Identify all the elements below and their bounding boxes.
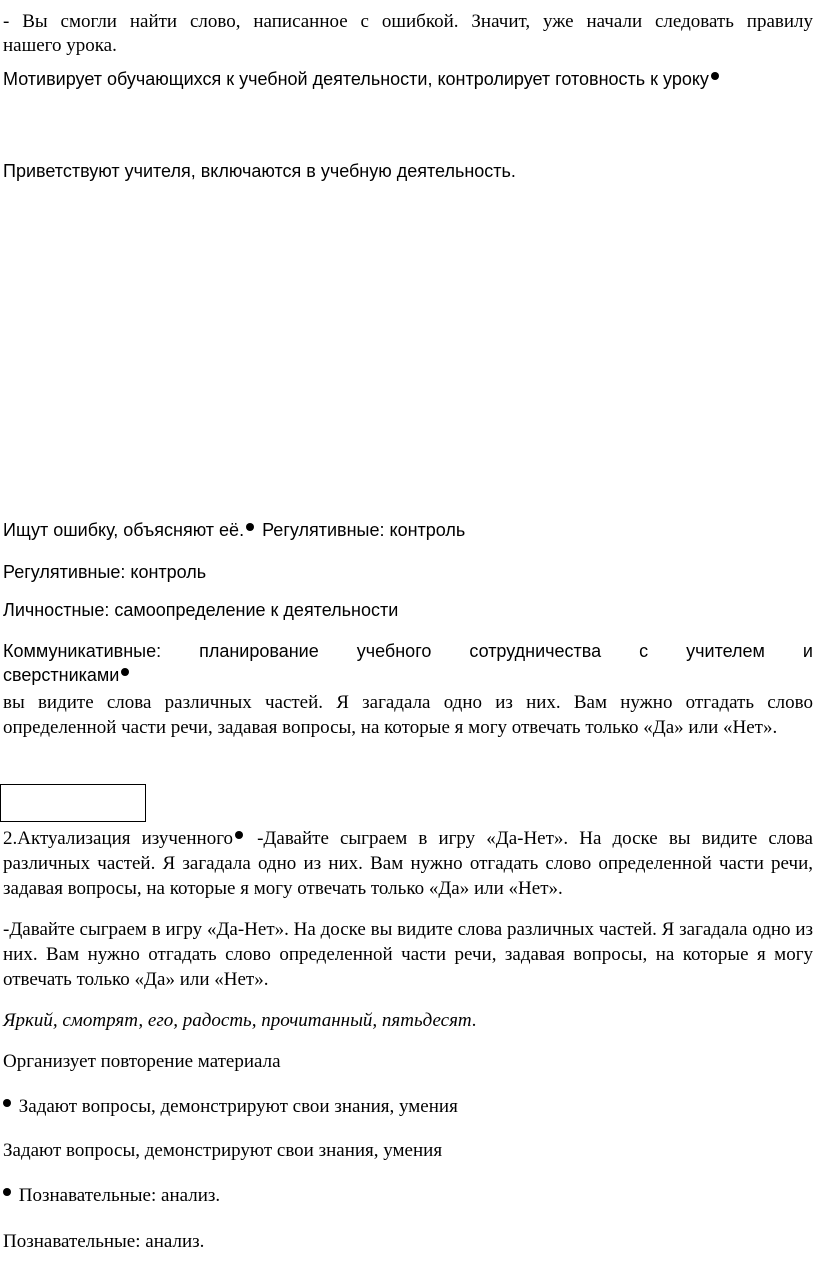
students-greet xyxy=(3,159,813,183)
students-ask-bullet-text: Задают вопросы, демонстрируют свои знания, умения xyxy=(18,1096,458,1117)
regulative-text: Регулятивные: контроль xyxy=(3,562,207,582)
cognitive-bullet-line xyxy=(3,1184,813,1208)
students-ask-bullet-line xyxy=(3,1095,813,1119)
actualization-paragraph xyxy=(3,826,813,901)
teacher-motivates-text: Мотивирует обучающихся к учебной деятельности, контролирует готовность к уроку xyxy=(3,69,709,89)
teacher-motivates xyxy=(3,67,813,91)
regulative-line xyxy=(3,560,813,584)
actualization-text: -Давайте сыграем в игру «Да-Нет». На доске вы видите слова различных частей. Я загадала одно из них. Вам нужно отгадать слово определенной части речи, задавая вопросы, на которые я могу отвечать только «Да» или «Нет». xyxy=(3,828,813,899)
word-list-text: Яркий, смотрят, его, радость, прочитанный, пятьдесят xyxy=(3,1010,472,1031)
intro-line-2: нашего урока. xyxy=(3,35,117,56)
communicative-paragraph xyxy=(3,639,813,687)
regulative-inline-text: Регулятивные: контроль xyxy=(262,520,466,540)
personal-line xyxy=(3,598,813,622)
game-fragment xyxy=(3,690,813,740)
bullet-icon xyxy=(3,1188,11,1196)
cognitive-line xyxy=(3,1230,813,1254)
bullet-icon xyxy=(246,523,254,531)
bullet-icon xyxy=(121,668,129,676)
cognitive-bullet-text: Познавательные: анализ. xyxy=(18,1185,221,1206)
search-error-text: Ищут ошибку, объясняют её. xyxy=(3,520,245,540)
intro-line-1: - Вы смогли найти слово, написанное с ошибкой. Значит, уже начали следовать правилу xyxy=(3,11,813,32)
game-repeat-text: -Давайте сыграем в игру «Да-Нет». На доске вы видите слова различных частей. Я загадала одно из них. Вам нужно отгадать слово определенной части речи, задавая вопросы, на которые я могу отвечать только «Да» или «Нет». xyxy=(3,919,813,990)
actualization-heading: 2.Актуализация изученного xyxy=(3,828,234,849)
communicative-line-1: Коммуникативные: планирование учебного сотрудничества с учителем и xyxy=(3,641,813,661)
communicative-line-2: сверстниками xyxy=(3,665,120,685)
word-list-end: . xyxy=(471,1010,477,1031)
teacher-organizes xyxy=(3,1050,813,1074)
students-ask-line xyxy=(3,1139,813,1163)
search-error-line xyxy=(3,518,813,542)
game-fragment-text: вы видите слова различных частей. Я загадала одно из них. Вам нужно отгадать слово определенной части речи, задавая вопросы, на которые я могу отвечать только «Да» или «Нет». xyxy=(3,692,813,738)
intro-paragraph xyxy=(3,10,813,58)
bullet-icon xyxy=(3,1099,11,1107)
personal-text: Личностные: самоопределение к деятельности xyxy=(3,600,399,620)
students-ask-text: Задают вопросы, демонстрируют свои знания, умения xyxy=(3,1140,443,1161)
teacher-organizes-text: Организует повторение материала xyxy=(3,1051,281,1072)
bullet-icon xyxy=(711,72,719,80)
students-greet-text: Приветствуют учителя, включаются в учебную деятельность. xyxy=(3,161,516,181)
empty-table-cell xyxy=(0,784,146,822)
bullet-icon xyxy=(235,831,243,839)
word-list xyxy=(3,1009,813,1033)
game-repeat-paragraph xyxy=(3,917,813,992)
cognitive-text: Познавательные: анализ. xyxy=(3,1231,205,1252)
